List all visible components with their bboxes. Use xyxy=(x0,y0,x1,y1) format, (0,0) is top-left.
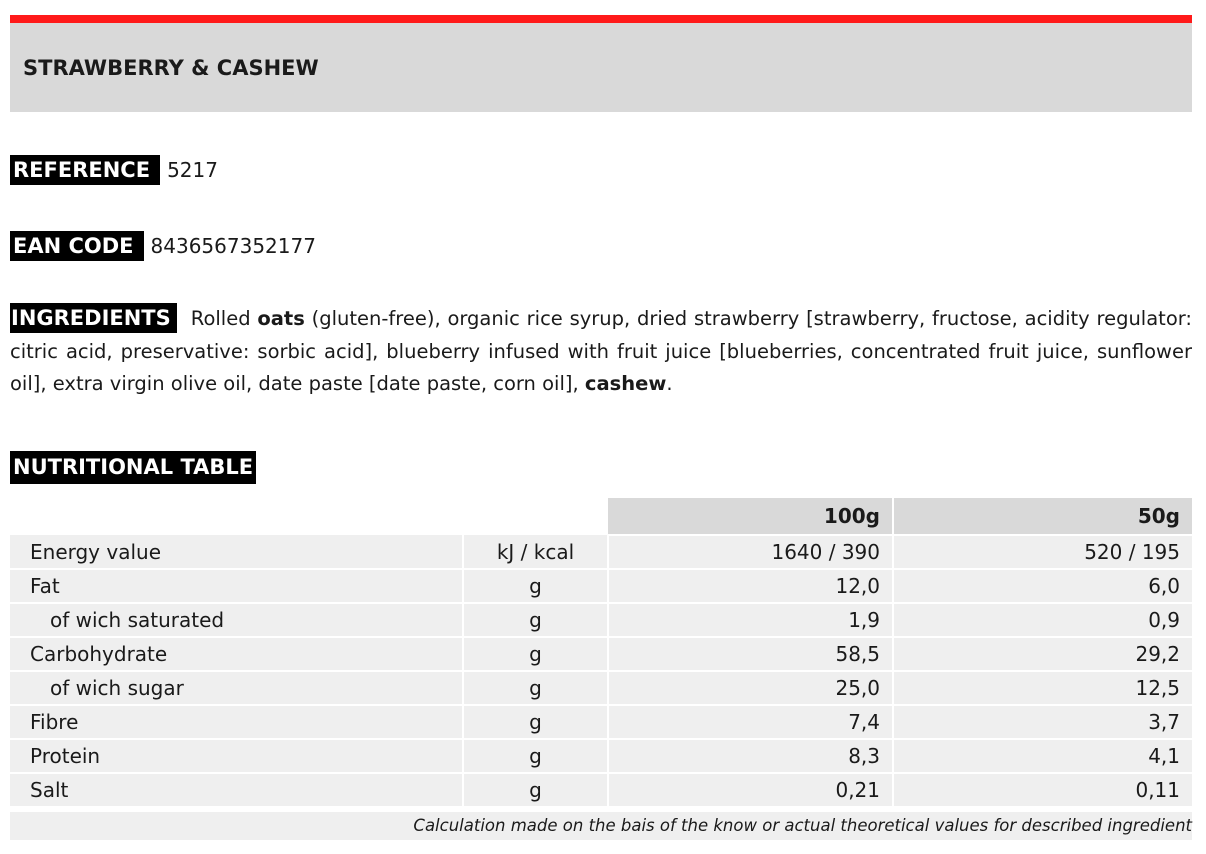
top-accent-bar xyxy=(10,15,1192,23)
ingredients-label: INGREDIENTS xyxy=(10,303,177,333)
table-row xyxy=(10,535,1192,569)
ean-field xyxy=(10,231,316,261)
ingredients-paragraph xyxy=(10,303,1192,401)
value-100g: 0,21 xyxy=(608,773,893,807)
table-row xyxy=(10,603,1192,637)
nutrient-name: of wich sugar xyxy=(10,671,463,705)
table-row xyxy=(10,739,1192,773)
ingredients-bold-oats: oats xyxy=(257,307,305,330)
table-row xyxy=(10,569,1192,603)
ingredients-text-1: Rolled xyxy=(190,307,258,330)
value-100g: 1640 / 390 xyxy=(608,535,893,569)
value-100g: 12,0 xyxy=(608,569,893,603)
nutritional-table-label: NUTRITIONAL TABLE xyxy=(10,451,256,484)
table-row xyxy=(10,773,1192,807)
nutrient-unit: g xyxy=(463,569,608,603)
ingredients-text-3: . xyxy=(666,372,673,395)
header-empty-unit xyxy=(463,498,608,535)
nutrient-unit: g xyxy=(463,705,608,739)
reference-value: 5217 xyxy=(167,158,218,182)
nutrient-name: Carbohydrate xyxy=(10,637,463,671)
nutrition-table xyxy=(10,498,1192,808)
nutrient-unit: kJ / kcal xyxy=(463,535,608,569)
reference-field xyxy=(10,155,218,185)
nutrient-unit: g xyxy=(463,637,608,671)
value-50g: 29,2 xyxy=(893,637,1192,671)
nutrient-name: Fibre xyxy=(10,705,463,739)
table-row xyxy=(10,705,1192,739)
nutrient-name: of wich saturated xyxy=(10,603,463,637)
nutrient-unit: g xyxy=(463,773,608,807)
table-row xyxy=(10,671,1192,705)
header-empty-name xyxy=(10,498,463,535)
value-50g: 6,0 xyxy=(893,569,1192,603)
value-100g: 58,5 xyxy=(608,637,893,671)
value-100g: 25,0 xyxy=(608,671,893,705)
ingredients-bold-cashew: cashew xyxy=(584,372,667,395)
value-50g: 0,11 xyxy=(893,773,1192,807)
value-100g: 8,3 xyxy=(608,739,893,773)
ingredients-text-2: (gluten-free), organic rice syrup, dried strawberry [strawberry, fructose, acidity regulator: citric acid, preservative: sorbic acid], blueberry infused with fruit juice [blueberries, concentrated fruit juice, sunflower oil], extra virgin olive oil, date paste [date paste, corn oil], xyxy=(10,307,1192,395)
value-50g: 520 / 195 xyxy=(893,535,1192,569)
nutrient-name: Fat xyxy=(10,569,463,603)
nutrient-unit: g xyxy=(463,671,608,705)
ean-value: 8436567352177 xyxy=(150,234,316,258)
nutrient-name: Protein xyxy=(10,739,463,773)
value-50g: 12,5 xyxy=(893,671,1192,705)
column-header-100g: 100g xyxy=(608,498,893,535)
nutrient-unit: g xyxy=(463,739,608,773)
table-row xyxy=(10,637,1192,671)
value-100g: 1,9 xyxy=(608,603,893,637)
nutrient-unit: g xyxy=(463,603,608,637)
nutrition-header-row xyxy=(10,498,1192,535)
calculation-footnote: Calculation made on the bais of the know or actual theoretical values for described ingredient xyxy=(10,812,1192,840)
value-50g: 4,1 xyxy=(893,739,1192,773)
nutrient-name: Salt xyxy=(10,773,463,807)
value-100g: 7,4 xyxy=(608,705,893,739)
nutrient-name: Energy value xyxy=(10,535,463,569)
value-50g: 0,9 xyxy=(893,603,1192,637)
title-band xyxy=(10,23,1192,112)
column-header-50g: 50g xyxy=(893,498,1192,535)
value-50g: 3,7 xyxy=(893,705,1192,739)
reference-label: REFERENCE xyxy=(10,155,160,185)
product-title: STRAWBERRY & CASHEW xyxy=(23,55,319,80)
ean-label: EAN CODE xyxy=(10,231,144,261)
